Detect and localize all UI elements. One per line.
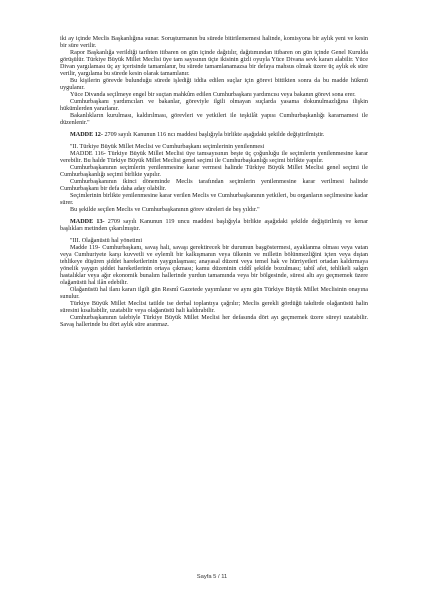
article-number: MADDE 12-	[70, 132, 103, 138]
body-paragraph	[60, 301, 368, 315]
paragraph-text: Cumhurbaşkanı yardımcıları ve bakanlar, göreviyle ilgili olmayan suçlarda yasama dokunulmazlığına ilişkin hükümlerden yararlanır.	[60, 99, 368, 112]
paragraph-text: Madde 119- Cumhurbaşkanı, savaş hali, savaşı gerektirecek bir durumun başgöstermesi, ayaklanma olması veya vatan veya Cumhuriyete karşı kuvvetli ve eylemli bir kalkışmanın veya ülkenin ve milletin bölünmezliğini içten veya dıştan tehlikeye düşüren şiddet hareketlerinin yaygınlaşması; anayasal düzeni veya temel hak ve hürriyetleri ortadan kaldırmaya yönelik yaygın şiddet hareketlerinin ortaya çıkması; kamu düzeninin ciddî şekilde bozulması; tabiî afet, tehlikeli salgın hastalıklar veya ağır ekonomik bunalım hallerinde yurdun tamamında veya bir bölgesinde, süresi altı ayı geçmemek üzere olağanüstü hal ilân edebilir.	[60, 245, 368, 286]
body-paragraph	[60, 50, 368, 78]
paragraph-text: Türkiye Büyük Millet Meclisi tatilde ise derhal toplantıya çağrılır; Meclis gerekli gördüğü takdirde olağanüstü halin süresini kısaltabilir, uzatabilir veya olağanüstü hali kaldırabilir.	[60, 301, 368, 314]
page-number: Sayfa 5 / 11	[196, 574, 228, 580]
body-paragraph	[60, 245, 368, 287]
body-paragraph	[60, 151, 368, 165]
paragraph-text: Bu kişilerin görevde bulunduğu sürede işlediği iddia edilen suçlar için görevi bittikten sonra da bu madde hükmü uygulanır.	[60, 78, 368, 91]
body-paragraph	[60, 113, 368, 127]
article-paragraph	[60, 132, 368, 139]
body-paragraph	[60, 207, 368, 214]
body-paragraph	[60, 193, 368, 207]
article-paragraph	[60, 219, 368, 233]
body-paragraph	[60, 287, 368, 301]
body-paragraph	[60, 238, 368, 245]
paragraph-text: Cumhurbaşkanının seçimlerin yenilenmesine karar vermesi halinde Türkiye Büyük Millet Meclisi genel seçimi ile Cumhurbaşkanlığı seçimi birlikte yapılır.	[60, 165, 368, 178]
paragraph-text: MADDE 116- Türkiye Büyük Millet Meclisi üye tamsayısının beşte üç çoğunluğu ile seçimlerin yenilenmesine karar verebilir. Bu halde Türkiye Büyük Millet Meclisi genel seçimi ile Cumhurbaşkanlığı seçimi birlikte yapılır.	[60, 151, 368, 164]
body-paragraph	[60, 99, 368, 113]
paragraph-text: Olağanüstü hal ilanı kararı ilgili gün Resmî Gazetede yayımlanır ve aynı gün Türkiye Büyük Millet Meclisinin onayına sunulur.	[60, 287, 368, 300]
body-paragraph	[60, 144, 368, 151]
body-paragraph	[60, 36, 368, 50]
paragraph-text: Seçimlerinin birlikte yenilenmesine karar verilen Meclis ve Cumhurbaşkanının yetkileri, bu organların seçilmesine kadar sürer.	[60, 193, 368, 206]
paragraph-text: Yüce Divanda seçilmeye engel bir suçtan mahkûm edilen Cumhurbaşkanı yardımcısı veya bakanın görevi sona erer.	[70, 92, 356, 98]
paragraph-text: "II. Türkiye Büyük Millet Meclisi ve Cumhurbaşkanı seçimlerinin yenilenmesi	[70, 144, 265, 150]
body-paragraph	[60, 92, 368, 99]
paragraph-text: Bakanlıkların kurulması, kaldırılması, görevleri ve yetkileri ile teşkilât yapısı Cumhurbaşkanlığı kararnamesi ile düzenlenir."	[60, 113, 368, 126]
paragraph-text: iki ay içinde Meclis Başkanlığına sunar. Soruşturmanın bu sürede bitirilememesi halinde, komisyona bir aylık yeni ve kesin bir süre verilir.	[60, 36, 368, 49]
article-number: MADDE 13-	[70, 219, 105, 225]
body-paragraph	[60, 165, 368, 179]
paragraph-text: Cumhurbaşkanının ikinci döneminde Meclis tarafından seçimlerin yenilenmesine karar verilmesi halinde Cumhurbaşkanı bir defa daha aday olabilir.	[60, 179, 368, 192]
paragraph-text: "III. Olağanüstü hal yönetimi	[70, 238, 143, 244]
paragraph-text: 2709 sayılı Kanunun 116 ncı maddesi başlığıyla birlikte aşağıdaki şekilde değiştirilmiştir.	[102, 132, 325, 138]
paragraph-text: Rapor Başkanlığa verildiği tarihten itibaren on gün içinde dağıtılır, dağıtımından itibaren on gün içinde Genel Kurulda görüşülür. Türkiye Büyük Millet Meclisi üye tam sayısının üçte ikisinin gizli oyuyla Yüce Divana sevk kararı alabilir. Yüce Divan yargılaması üç ay içerisinde tamamlanır, bu sürede tamamlanamazsa bir defaya mahsus olmak üzere üç aylık ek süre verilir, yargılama bu sürede kesin olarak tamamlanır.	[60, 50, 368, 77]
paragraph-text: 2709 sayılı Kanunun 119 uncu maddesi başlığıyla birlikte aşağıdaki şekilde değiştirilmiş ve kenar başlıkları metinden çıkarılmıştır.	[60, 219, 368, 232]
document-body	[60, 36, 368, 329]
body-paragraph	[60, 315, 368, 329]
body-paragraph	[60, 179, 368, 193]
paragraph-text: Cumhurbaşkanının talebiyle Türkiye Büyük Millet Meclisi her defasında dört ayı geçmemek üzere süreyi uzatabilir. Savaş hallerinde bu dört aylık süre aranmaz.	[60, 315, 368, 328]
paragraph-text: Bu şekilde seçilen Meclis ve Cumhurbaşkanının görev süreleri de beş yıldır."	[70, 207, 260, 213]
body-paragraph	[60, 78, 368, 92]
